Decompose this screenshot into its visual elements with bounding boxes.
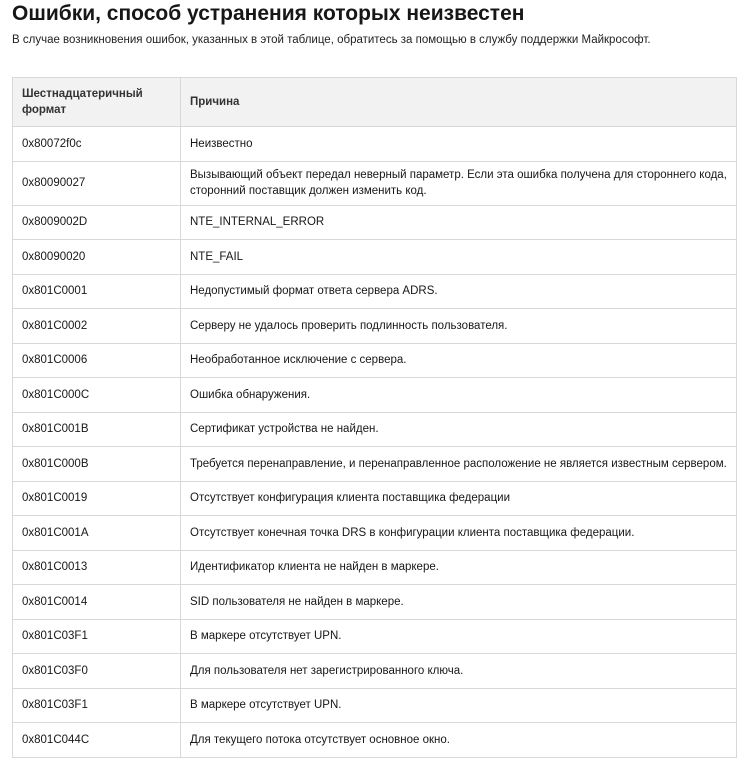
table-header-row bbox=[13, 78, 737, 127]
error-reason-cell: Идентификатор клиента не найден в маркере. bbox=[181, 550, 737, 585]
table-row bbox=[13, 274, 737, 309]
table-row bbox=[13, 378, 737, 413]
error-code-cell: 0x801C000C bbox=[13, 378, 181, 413]
page-subtitle: В случае возникновения ошибок, указанных в этой таблице, обратитесь за помощью в службу поддержки Майкрософт. bbox=[12, 34, 651, 46]
error-code-cell: 0x80072f0c bbox=[13, 127, 181, 162]
error-code-cell: 0x801C044C bbox=[13, 723, 181, 758]
error-reason-cell: В маркере отсутствует UPN. bbox=[181, 619, 737, 654]
error-reason-cell: Сертификат устройства не найден. bbox=[181, 412, 737, 447]
table-row bbox=[13, 723, 737, 758]
error-code-cell: 0x8009002D bbox=[13, 205, 181, 240]
error-reason-cell: Вызывающий объект передал неверный параметр. Если эта ошибка получена для стороннего кода, сторонний поставщик должен изменить код. bbox=[181, 161, 737, 205]
table-row bbox=[13, 585, 737, 620]
table-row bbox=[13, 127, 737, 162]
error-reason-cell: Отсутствует конечная точка DRS в конфигурации клиента поставщика федерации. bbox=[181, 516, 737, 551]
error-code-cell: 0x801C03F1 bbox=[13, 688, 181, 723]
table-row bbox=[13, 240, 737, 275]
error-reason-cell: Отсутствует конфигурация клиента поставщика федерации bbox=[181, 481, 737, 516]
error-reason-cell: Неизвестно bbox=[181, 127, 737, 162]
error-code-cell: 0x801C0019 bbox=[13, 481, 181, 516]
table-row bbox=[13, 550, 737, 585]
error-code-cell: 0x80090020 bbox=[13, 240, 181, 275]
error-reason-cell: NTE_FAIL bbox=[181, 240, 737, 275]
table-row bbox=[13, 516, 737, 551]
table-row bbox=[13, 447, 737, 482]
table-row bbox=[13, 654, 737, 689]
error-code-cell: 0x801C03F1 bbox=[13, 619, 181, 654]
table-row bbox=[13, 343, 737, 378]
table-row bbox=[13, 481, 737, 516]
error-code-cell: 0x801C0006 bbox=[13, 343, 181, 378]
error-reason-cell: SID пользователя не найден в маркере. bbox=[181, 585, 737, 620]
table-row bbox=[13, 309, 737, 344]
header-hex-format: Шестнадцатеричный формат bbox=[13, 78, 181, 127]
table-row bbox=[13, 205, 737, 240]
error-reason-cell: В маркере отсутствует UPN. bbox=[181, 688, 737, 723]
error-reason-cell: NTE_INTERNAL_ERROR bbox=[181, 205, 737, 240]
error-reason-cell: Необработанное исключение с сервера. bbox=[181, 343, 737, 378]
error-code-cell: 0x801C0013 bbox=[13, 550, 181, 585]
error-reason-cell: Требуется перенаправление, и перенаправленное расположение не является известным сервером. bbox=[181, 447, 737, 482]
error-reason-cell: Для текущего потока отсутствует основное окно. bbox=[181, 723, 737, 758]
error-reason-cell: Для пользователя нет зарегистрированного ключа. bbox=[181, 654, 737, 689]
table-row bbox=[13, 619, 737, 654]
header-reason: Причина bbox=[181, 78, 737, 127]
error-table bbox=[12, 77, 737, 758]
error-code-cell: 0x801C001B bbox=[13, 412, 181, 447]
table-row bbox=[13, 161, 737, 205]
error-code-cell: 0x801C0014 bbox=[13, 585, 181, 620]
table-row bbox=[13, 412, 737, 447]
error-code-cell: 0x80090027 bbox=[13, 161, 181, 205]
page-title: Ошибки, способ устранения которых неизвестен bbox=[12, 2, 525, 25]
error-code-cell: 0x801C03F0 bbox=[13, 654, 181, 689]
error-reason-cell: Недопустимый формат ответа сервера ADRS. bbox=[181, 274, 737, 309]
error-code-cell: 0x801C000B bbox=[13, 447, 181, 482]
table-row bbox=[13, 688, 737, 723]
error-code-cell: 0x801C001A bbox=[13, 516, 181, 551]
error-reason-cell: Ошибка обнаружения. bbox=[181, 378, 737, 413]
error-reason-cell: Серверу не удалось проверить подлинность пользователя. bbox=[181, 309, 737, 344]
error-code-cell: 0x801C0002 bbox=[13, 309, 181, 344]
error-code-cell: 0x801C0001 bbox=[13, 274, 181, 309]
